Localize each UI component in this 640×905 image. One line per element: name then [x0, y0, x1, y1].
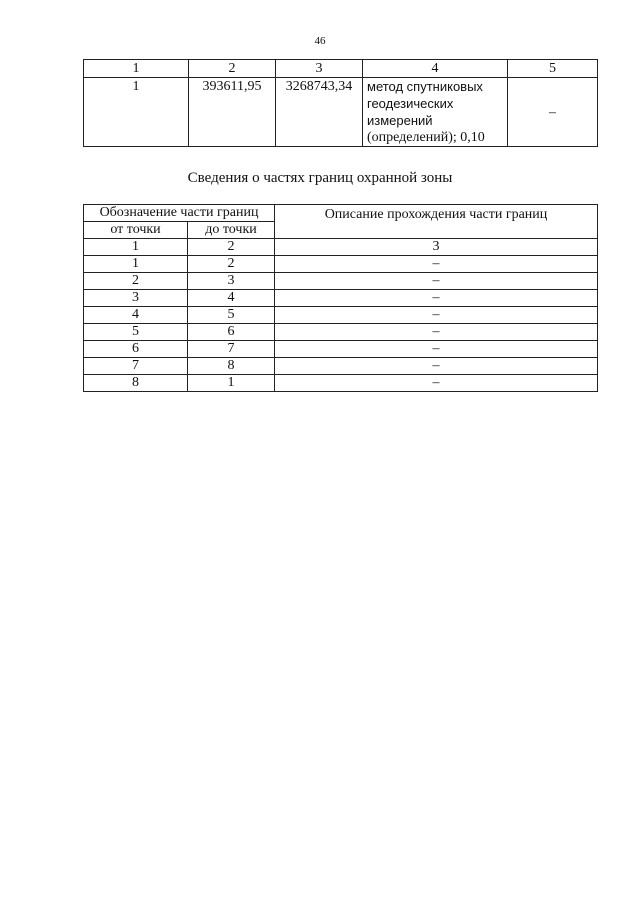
method-line: измерений: [367, 113, 433, 128]
to-point-cell: 4: [188, 290, 275, 307]
from-point-cell: 3: [84, 290, 188, 307]
coordinates-table-header-row: [84, 60, 598, 78]
coordinates-table-row: [84, 78, 598, 147]
to-point-header: до точки: [188, 222, 275, 239]
description-cell: –: [275, 358, 598, 375]
description-cell: –: [275, 290, 598, 307]
from-point-cell: 6: [84, 341, 188, 358]
table-row: [84, 307, 598, 324]
table-row: [84, 273, 598, 290]
boundary-parts-table: [83, 204, 598, 392]
description-cell: –: [275, 256, 598, 273]
description-cell: –: [275, 375, 598, 392]
description-cell: –: [508, 78, 598, 147]
coordinates-table: [83, 59, 598, 147]
section-title: Сведения о частях границ охранной зоны: [187, 170, 453, 186]
to-point-cell: 3: [188, 273, 275, 290]
boundary-table-group-header-row: [84, 205, 598, 222]
from-point-header: от точки: [84, 222, 188, 239]
number-cell: 1: [84, 239, 188, 256]
from-point-cell: 2: [84, 273, 188, 290]
x-coordinate-cell: 393611,95: [189, 78, 276, 147]
table-row: [84, 256, 598, 273]
description-cell: –: [275, 324, 598, 341]
method-line: метод спутниковых: [367, 79, 483, 94]
header-cell: 1: [84, 60, 189, 78]
from-point-cell: 4: [84, 307, 188, 324]
from-point-cell: 1: [84, 256, 188, 273]
table-row: [84, 375, 598, 392]
description-cell: –: [275, 341, 598, 358]
to-point-cell: 8: [188, 358, 275, 375]
from-point-cell: 5: [84, 324, 188, 341]
table-row: [84, 324, 598, 341]
header-cell: 5: [508, 60, 598, 78]
table-row: [84, 341, 598, 358]
to-point-cell: 6: [188, 324, 275, 341]
point-number-cell: 1: [84, 78, 189, 147]
method-line: (определений); 0,10: [367, 130, 485, 145]
header-cell: 3: [276, 60, 363, 78]
page-number: 46: [314, 35, 326, 47]
to-point-cell: 7: [188, 341, 275, 358]
description-header-cell: Описание прохождения части границ: [275, 205, 598, 239]
header-cell: 4: [363, 60, 508, 78]
y-coordinate-cell: 3268743,34: [276, 78, 363, 147]
from-point-cell: 8: [84, 375, 188, 392]
boundary-table-number-row: [84, 239, 598, 256]
header-cell: 2: [189, 60, 276, 78]
description-cell: –: [275, 307, 598, 324]
group-header-cell: Обозначение части границ: [84, 205, 275, 222]
description-cell: –: [275, 273, 598, 290]
number-cell: 2: [188, 239, 275, 256]
to-point-cell: 5: [188, 307, 275, 324]
from-point-cell: 7: [84, 358, 188, 375]
table-row: [84, 290, 598, 307]
method-line: геодезических: [367, 96, 454, 111]
number-cell: 3: [275, 239, 598, 256]
to-point-cell: 2: [188, 256, 275, 273]
table-row: [84, 358, 598, 375]
to-point-cell: 1: [188, 375, 275, 392]
method-cell: [363, 78, 508, 147]
